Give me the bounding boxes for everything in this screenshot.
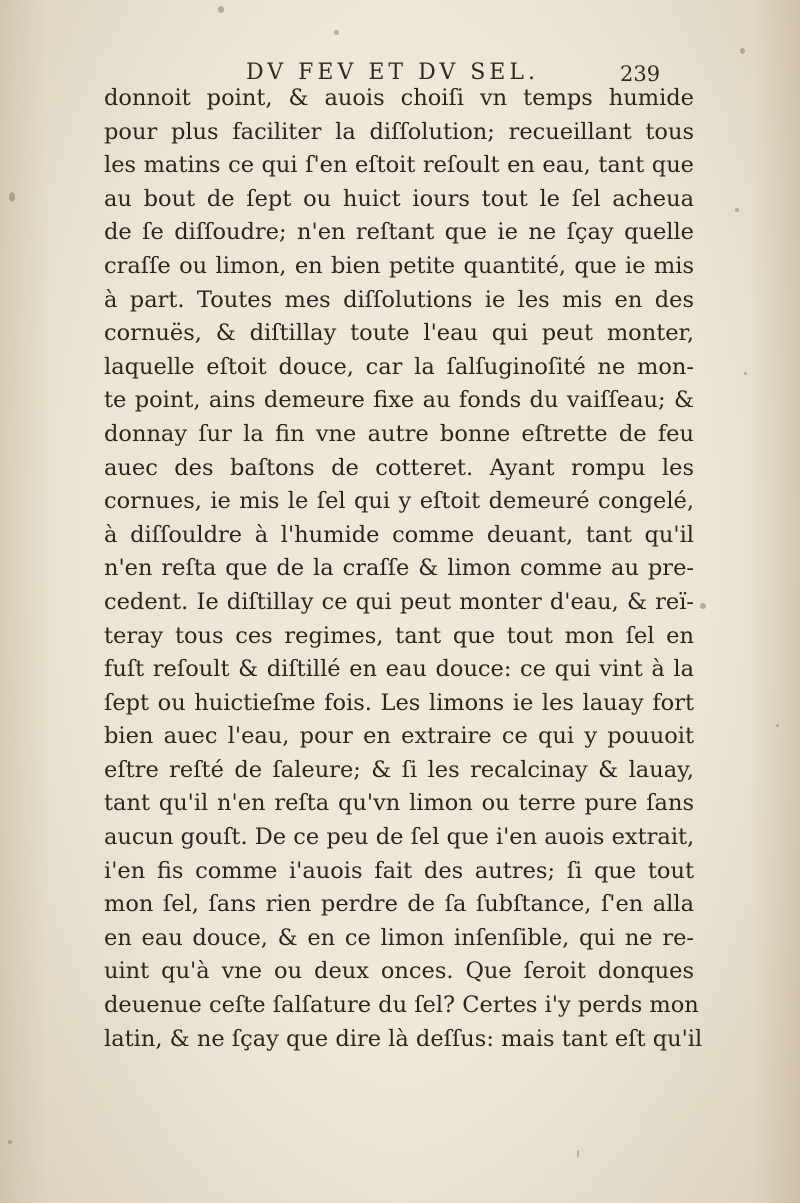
text-line: auec des baſtons de cotteret. Ayant rompu les (104, 454, 694, 481)
paper-speck (735, 208, 739, 212)
text-line: fuſt reſoult & diſtillé en eau douce: ce qui vint à la (104, 656, 694, 683)
paper-speck (8, 1140, 12, 1144)
text-line: donnay ſur la fin vne autre bonne eſtrette de feu (104, 420, 694, 447)
paper-speck (334, 30, 339, 35)
body-text (104, 82, 703, 1056)
text-line: ſept ou huictieſme fois. Les limons ie les lauay fort (104, 689, 694, 716)
text-line: cedent. Ie diſtillay ce qui peut monter d'eau, & reï- (104, 588, 694, 615)
running-title: DV FEV ET DV SEL. (246, 60, 539, 85)
text-line: les matins ce qui ſ'en eſtoit reſoult en eau, tant que (104, 152, 694, 179)
text-line: cornuës, & diſtillay toute l'eau qui peut monter, (104, 320, 694, 347)
text-line: deuenue ceſte ſalſature du ſel? Certes i'y perds mon (104, 992, 699, 1019)
text-line: tant qu'il n'en reſta qu'vn limon ou terre pure ſans (104, 790, 694, 817)
text-line: n'en reſta que de la craſſe & limon comme au pre- (104, 555, 694, 582)
text-line: cornues, ie mis le ſel qui y eſtoit demeuré congelé, (104, 488, 694, 515)
text-line: te point, ains demeure fixe au fonds du vaiſſeau; & (104, 387, 694, 414)
paper-speck (740, 48, 745, 54)
text-line: aucun gouſt. De ce peu de ſel que i'en auois extrait, (104, 824, 695, 851)
text-line: au bout de ſept ou huict iours tout le ſel acheua (104, 185, 694, 212)
text-line: teray tous ces regimes, tant que tout mon ſel en (104, 622, 694, 649)
paper-speck (700, 603, 706, 609)
paper-speck (218, 6, 224, 13)
text-line: à diſſouldre à l'humide comme deuant, tant qu'il (104, 521, 694, 548)
text-line: latin, & ne ſçay que dire là deſſus: mais tant eſt qu'il (104, 1025, 703, 1052)
text-line: eſtre reſté de ſaleure; & ſi les recalcinay & lauay, (104, 756, 694, 783)
text-line: à part. Toutes mes diſſolutions ie les mis en des (104, 286, 694, 313)
text-line: pour plus faciliter la diſſolution; recueillant tous (104, 118, 694, 145)
text-line: laquelle eſtoit douce, car la ſalſuginoſité ne mon- (104, 353, 694, 380)
text-line: bien auec l'eau, pour en extraire ce qui y pouuoit (104, 723, 694, 750)
paper-speck (9, 192, 15, 202)
paper-speck (744, 372, 747, 375)
text-line: en eau douce, & en ce limon inſenſible, qui ne re- (104, 924, 694, 951)
page-number: 239 (620, 62, 661, 86)
text-line: de ſe diſſoudre; n'en reſtant que ie ne ſçay quelle (104, 219, 694, 246)
text-line: mon ſel, ſans rien perdre de ſa ſubſtance, ſ'en alla (104, 891, 694, 918)
text-line: craſſe ou limon, en bien petite quantité, que ie mis (104, 252, 694, 279)
paper-speck (577, 1150, 579, 1158)
text-line: uint qu'à vne ou deux onces. Que ſeroit donques (104, 958, 694, 985)
paper-speck (776, 724, 779, 727)
text-line: donnoit point, & auois choiſi vn temps humide (104, 85, 694, 111)
text-line: i'en fis comme i'auois fait des autres; ſi que tout (104, 857, 694, 884)
